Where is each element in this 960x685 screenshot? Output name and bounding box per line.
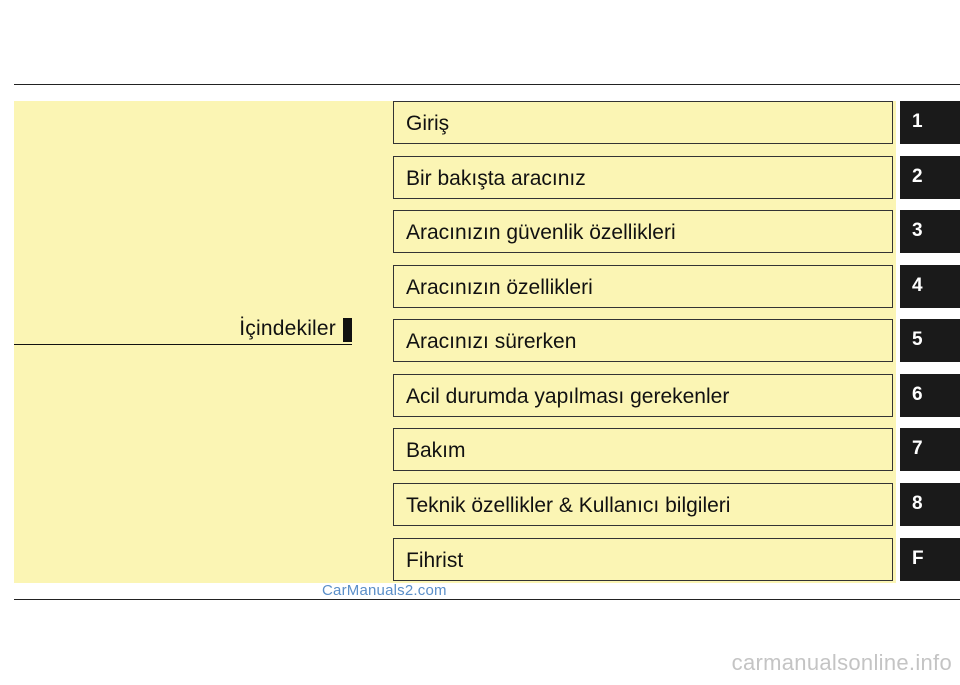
chapter-tab[interactable] xyxy=(900,156,960,199)
chapter-number: 7 xyxy=(912,438,923,459)
chapter-link[interactable] xyxy=(393,483,893,526)
chapter-tab[interactable] xyxy=(900,319,960,362)
toc-heading-bar-icon xyxy=(343,318,352,342)
top-divider xyxy=(14,84,960,85)
chapter-tab[interactable] xyxy=(900,374,960,417)
bottom-divider xyxy=(14,599,960,600)
chapter-link[interactable] xyxy=(393,538,893,581)
chapter-link[interactable] xyxy=(393,265,893,308)
chapter-row-5[interactable] xyxy=(393,319,960,364)
chapter-tab[interactable] xyxy=(900,538,960,581)
chapter-number: 3 xyxy=(912,220,923,241)
chapter-row-8[interactable] xyxy=(393,483,960,528)
toc-heading xyxy=(14,314,352,345)
chapter-row-6[interactable] xyxy=(393,374,960,419)
chapter-link[interactable] xyxy=(393,101,893,144)
chapter-label: Giriş xyxy=(406,112,450,135)
chapter-link[interactable] xyxy=(393,428,893,471)
chapter-number: F xyxy=(912,548,924,569)
chapter-link[interactable] xyxy=(393,319,893,362)
chapter-label: Aracınızın özellikleri xyxy=(406,276,593,299)
chapter-row-7[interactable] xyxy=(393,428,960,473)
chapter-row-1[interactable] xyxy=(393,101,960,146)
chapter-label: Bir bakışta aracınız xyxy=(406,167,586,190)
chapter-tab[interactable] xyxy=(900,101,960,144)
chapter-label: Aracınızın güvenlik özellikleri xyxy=(406,221,676,244)
chapter-number: 5 xyxy=(912,329,923,350)
chapter-number: 4 xyxy=(912,275,923,296)
chapter-link[interactable] xyxy=(393,156,893,199)
chapter-label: Teknik özellikler & Kullanıcı bilgileri xyxy=(406,494,731,517)
online-watermark: carmanualsonline.info xyxy=(731,650,952,675)
chapter-number: 8 xyxy=(912,493,923,514)
chapter-row-2[interactable] xyxy=(393,156,960,201)
chapter-row-4[interactable] xyxy=(393,265,960,310)
chapter-tab[interactable] xyxy=(900,483,960,526)
chapter-tab[interactable] xyxy=(900,265,960,308)
chapter-label: Aracınızı sürerken xyxy=(406,330,577,353)
chapter-link[interactable] xyxy=(393,210,893,253)
chapter-link[interactable] xyxy=(393,374,893,417)
chapter-label: Acil durumda yapılması gerekenler xyxy=(406,385,730,408)
carmanuals-watermark[interactable]: CarManuals2.com xyxy=(322,582,447,599)
chapter-label: Bakım xyxy=(406,439,466,462)
chapter-number: 1 xyxy=(912,111,923,132)
toc-heading-text: İçindekiler xyxy=(239,317,336,340)
chapter-number: 6 xyxy=(912,384,923,405)
chapter-row-f[interactable] xyxy=(393,538,960,583)
chapter-label: Fihrist xyxy=(406,549,464,572)
chapter-tab[interactable] xyxy=(900,428,960,471)
chapter-tab[interactable] xyxy=(900,210,960,253)
chapter-number: 2 xyxy=(912,166,923,187)
chapter-row-3[interactable] xyxy=(393,210,960,255)
